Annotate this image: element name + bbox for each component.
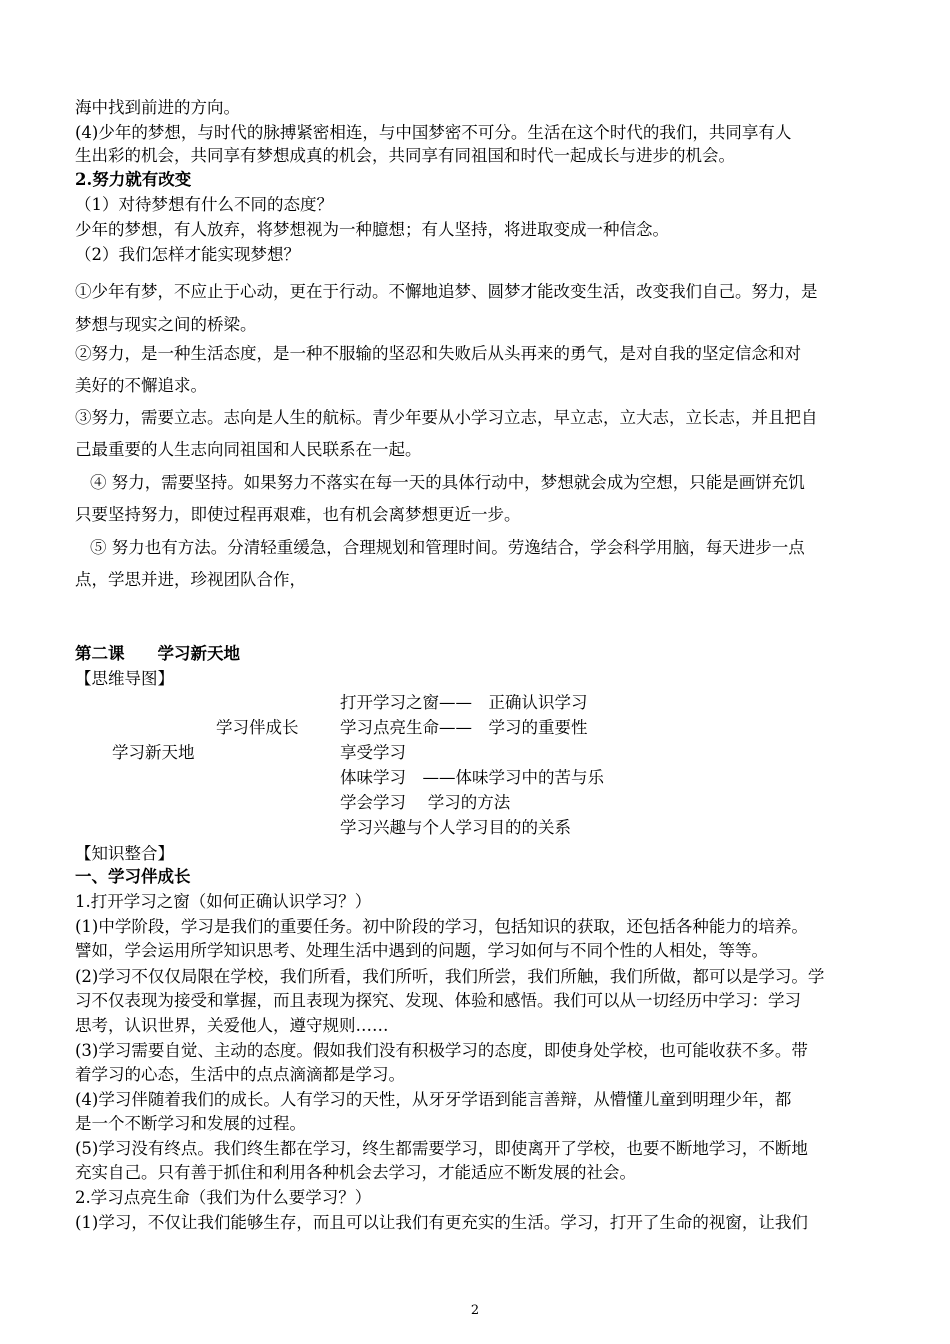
text-line: (3)学习需要自觉、主动的态度。假如我们没有积极学习的态度，即使身处学校，也可能收获不多。带 bbox=[75, 1041, 808, 1060]
mindmap-item: 享受学习 bbox=[340, 743, 406, 762]
mindmap-item: 学会学习 学习的方法 bbox=[340, 793, 511, 812]
mindmap-item: 学习点亮生命—— 学习的重要性 bbox=[340, 718, 588, 737]
text-line: 习不仅表现为接受和掌握，而且表现为探究、发现、体验和感悟。我们可以从一切经历中学习：学习 bbox=[75, 991, 801, 1010]
text-line: 只要坚持努力，即使过程再艰难，也有机会离梦想更近一步。 bbox=[75, 505, 521, 524]
mindmap-item: 学习兴趣与个人学习目的的关系 bbox=[340, 818, 571, 837]
knowledge-label: 【知识整合】 bbox=[75, 844, 174, 863]
text-line: ③努力，需要立志。志向是人生的航标。青少年要从小学习立志，早立志，立大志，立长志，并且把自 bbox=[75, 408, 818, 427]
text-line: 己最重要的人生志向同祖国和人民联系在一起。 bbox=[75, 440, 422, 459]
text-line: 思考，认识世界，关爱他人，遵守规则…… bbox=[75, 1016, 389, 1035]
text-line: 是一个不断学习和发展的过程。 bbox=[75, 1114, 306, 1133]
text-line: (4)学习伴随着我们的成长。人有学习的天性，从牙牙学语到能言善辩，从懵懂儿童到明理少年，都 bbox=[75, 1090, 792, 1109]
section-heading: 一、学习伴成长 bbox=[75, 867, 191, 886]
section-heading: 2.努力就有改变 bbox=[75, 170, 192, 189]
text-line: 着学习的心态，生活中的点点滴滴都是学习。 bbox=[75, 1065, 405, 1084]
mindmap-root: 学习新天地 bbox=[112, 743, 195, 762]
text-line: ⑤ 努力也有方法。分清轻重缓急，合理规划和管理时间。劳逸结合，学会科学用脑，每天进步一点 bbox=[90, 538, 805, 557]
mindmap-item: 体味学习 ——体味学习中的苦与乐 bbox=[340, 768, 604, 787]
page-number: 2 bbox=[470, 1303, 480, 1318]
text-line: (5)学习没有终点。我们终生都在学习，终生都需要学习，即使离开了学校，也要不断地学习，不断地 bbox=[75, 1139, 808, 1158]
text-line: (1)中学阶段，学习是我们的重要任务。初中阶段的学习，包括知识的获取，还包括各种能力的培养。 bbox=[75, 917, 808, 936]
subsection-title: 2.学习点亮生命（我们为什么要学习？） bbox=[75, 1188, 372, 1207]
text-line: 海中找到前进的方向。 bbox=[75, 98, 240, 117]
question-line: （1）对待梦想有什么不同的态度？ bbox=[75, 195, 333, 214]
text-line: 美好的不懈追求。 bbox=[75, 376, 207, 395]
lesson-title: 第二课 学习新天地 bbox=[75, 644, 240, 663]
text-line: (2)学习不仅仅局限在学校，我们所看，我们所听，我们所尝，我们所触，我们所做，都可以是学习。学 bbox=[75, 967, 825, 986]
text-line: ①少年有梦，不应止于心动，更在于行动。不懈地追梦、圆梦才能改变生活，改变我们自己。努力，是 bbox=[75, 282, 818, 301]
text-line: 譬如，学会运用所学知识思考、处理生活中遇到的问题，学习如何与不同个性的人相处，等等。 bbox=[75, 941, 768, 960]
text-line: 点，学思并进，珍视团队合作， bbox=[75, 570, 306, 589]
question-line: （2）我们怎样才能实现梦想？ bbox=[75, 245, 300, 264]
text-line: 梦想与现实之间的桥梁。 bbox=[75, 315, 257, 334]
mindmap-label: 【思维导图】 bbox=[75, 669, 174, 688]
text-line: 少年的梦想，有人放弃，将梦想视为一种臆想；有人坚持，将进取变成一种信念。 bbox=[75, 220, 669, 239]
subsection-title: 1.打开学习之窗（如何正确认识学习？） bbox=[75, 892, 372, 911]
text-line: ④ 努力，需要坚持。如果努力不落实在每一天的具体行动中，梦想就会成为空想，只能是画饼充饥 bbox=[90, 473, 805, 492]
text-line: ②努力，是一种生活态度，是一种不服输的坚忍和失败后从头再来的勇气，是对自我的坚定信念和对 bbox=[75, 344, 801, 363]
text-line: 充实自己。只有善于抓住和利用各种机会去学习，才能适应不断发展的社会。 bbox=[75, 1163, 636, 1182]
text-line: (4)少年的梦想，与时代的脉搏紧密相连，与中国梦密不可分。生活在这个时代的我们，共同享有人 bbox=[75, 123, 792, 142]
mindmap-item: 打开学习之窗—— 正确认识学习 bbox=[340, 693, 588, 712]
mindmap-branch: 学习伴成长 bbox=[216, 718, 299, 737]
text-line: 生出彩的机会，共同享有梦想成真的机会，共同享有同祖国和时代一起成长与进步的机会。 bbox=[75, 146, 735, 165]
text-line: (1)学习，不仅让我们能够生存，而且可以让我们有更充实的生活。学习，打开了生命的视窗，让我们 bbox=[75, 1213, 808, 1232]
